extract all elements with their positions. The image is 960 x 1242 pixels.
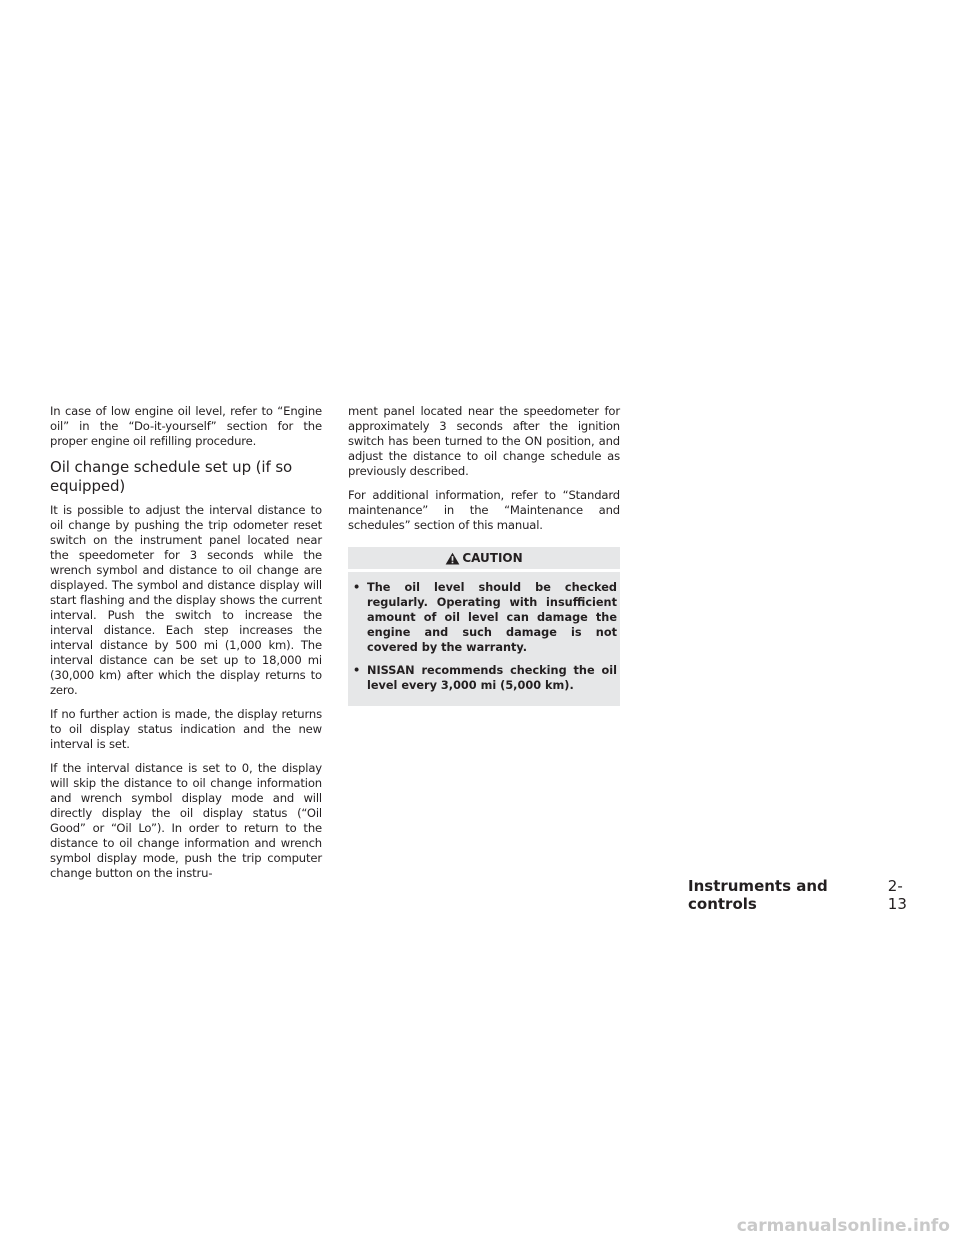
left-column [50, 404, 322, 890]
zero-interval-paragraph: If the interval distance is set to 0, the display will skip the distance to oil change information and wrench symbol display mode and will directly display the oil display status (“Oil Good” or “Oil Lo”). In order to return to the distance to oil change information and wrench symbol display mode, push the trip computer change button on the instru- [50, 761, 322, 880]
watermark: carmanualsonline.info [736, 1216, 950, 1236]
caution-title: CAUTION [462, 551, 523, 565]
caution-item-text: NISSAN recommends checking the oil level every 3,000 mi (5,000 km). [367, 664, 617, 692]
right-column [348, 404, 620, 706]
intro-paragraph: In case of low engine oil level, refer to “Engine oil” in the “Do-it-yourself” section for the proper engine oil refilling procedure. [50, 404, 322, 448]
caution-body [348, 572, 620, 706]
bullet-dot: • [353, 664, 361, 677]
interval-paragraph: It is possible to adjust the interval distance to oil change by pushing the trip odometer reset switch on the instrument panel located near the speedometer for 3 seconds while the wrench symbol and distance to oil change are displayed. The symbol and distance display will start flashing and the display shows the current interval. Push the switch to increase the interval distance. Each step increases the interval distance by 500 mi (1,000 km). The interval distance can be set up to 18,000 mi (30,000 km) after which the display returns to zero. [50, 503, 322, 697]
caution-item [353, 663, 617, 693]
warning-triangle-icon [445, 552, 460, 565]
footer-section-title: Instruments and controls [688, 877, 828, 913]
page-footer [688, 877, 918, 913]
bullet-dot: • [353, 581, 361, 594]
page-number: 2-13 [887, 877, 907, 913]
caution-item [353, 580, 617, 655]
caution-header [348, 547, 620, 572]
additional-info-paragraph: For additional information, refer to “Standard maintenance” in the “Maintenance and schedules” section of this manual. [348, 488, 620, 532]
continued-paragraph: ment panel located near the speedometer for approximately 3 seconds after the ignition switch has been turned to the ON position, and adjust the distance to oil change schedule as previously described. [348, 404, 620, 478]
caution-item-text: The oil level should be checked regularly. Operating with insufficient amount of oil level can damage the engine and such damage is not covered by the warranty. [367, 581, 617, 654]
section-subheading: Oil change schedule set up (if so equipped) [50, 458, 293, 495]
no-action-paragraph: If no further action is made, the display returns to oil display status indication and the new interval is set. [50, 707, 322, 751]
caution-box [348, 547, 620, 706]
